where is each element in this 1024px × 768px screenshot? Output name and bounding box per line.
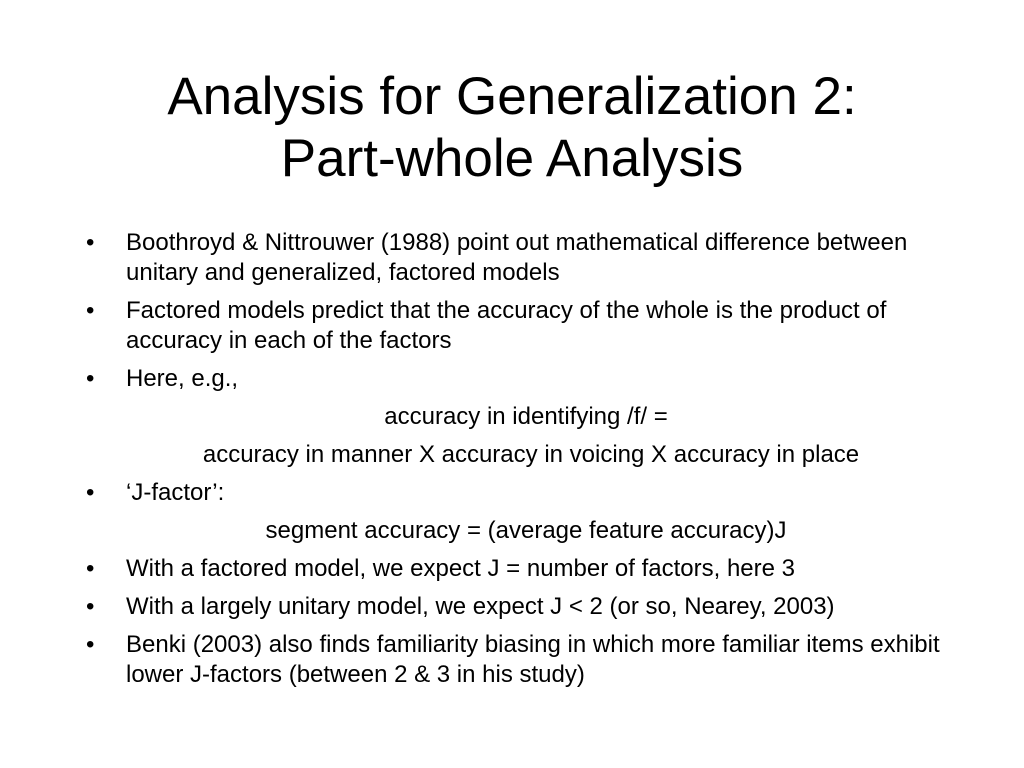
bullet-text: With a factored model, we expect J = number of factors, here 3 <box>126 555 795 582</box>
bullet-marker: • <box>86 593 95 620</box>
bullet-item <box>86 228 966 288</box>
bullet-marker: • <box>86 365 95 392</box>
bullet-marker: • <box>86 297 95 324</box>
bullet-item <box>86 630 966 690</box>
bullet-text: Benki (2003) also finds familiarity biasing in which more familiar items exhibit lower J-factors (between 2 & 3 in his study) <box>126 631 940 688</box>
bullet-text: Factored models predict that the accuracy of the whole is the product of accuracy in each of the factors <box>126 297 887 354</box>
bullet-text: With a largely unitary model, we expect J < 2 (or so, Nearey, 2003) <box>126 593 835 620</box>
bullet-item <box>86 478 966 508</box>
formula-line: segment accuracy = (average feature accuracy)J <box>265 517 787 544</box>
formula-line: accuracy in identifying /f/ = <box>384 403 668 430</box>
formula-line: accuracy in manner X accuracy in voicing X accuracy in place <box>202 441 860 468</box>
bullet-text: Here, e.g., <box>126 365 239 392</box>
bullet-item <box>86 592 966 622</box>
slide-body <box>86 228 966 698</box>
bullet-text: Boothroyd & Nittrouwer (1988) point out mathematical difference between unitary and generalized, factored models <box>126 229 908 286</box>
slide-title-line-2: Part-whole Analysis <box>280 129 744 188</box>
bullet-marker: • <box>86 229 95 256</box>
bullet-text: ‘J-factor’: <box>126 479 225 506</box>
bullet-item <box>86 296 966 356</box>
bullet-marker: • <box>86 479 95 506</box>
bullet-marker: • <box>86 631 95 658</box>
slide-title <box>40 66 984 190</box>
bullet-marker: • <box>86 555 95 582</box>
slide-title-line-1: Analysis for Generalization 2: <box>167 67 857 126</box>
bullet-item <box>86 364 966 394</box>
bullet-item <box>86 554 966 584</box>
